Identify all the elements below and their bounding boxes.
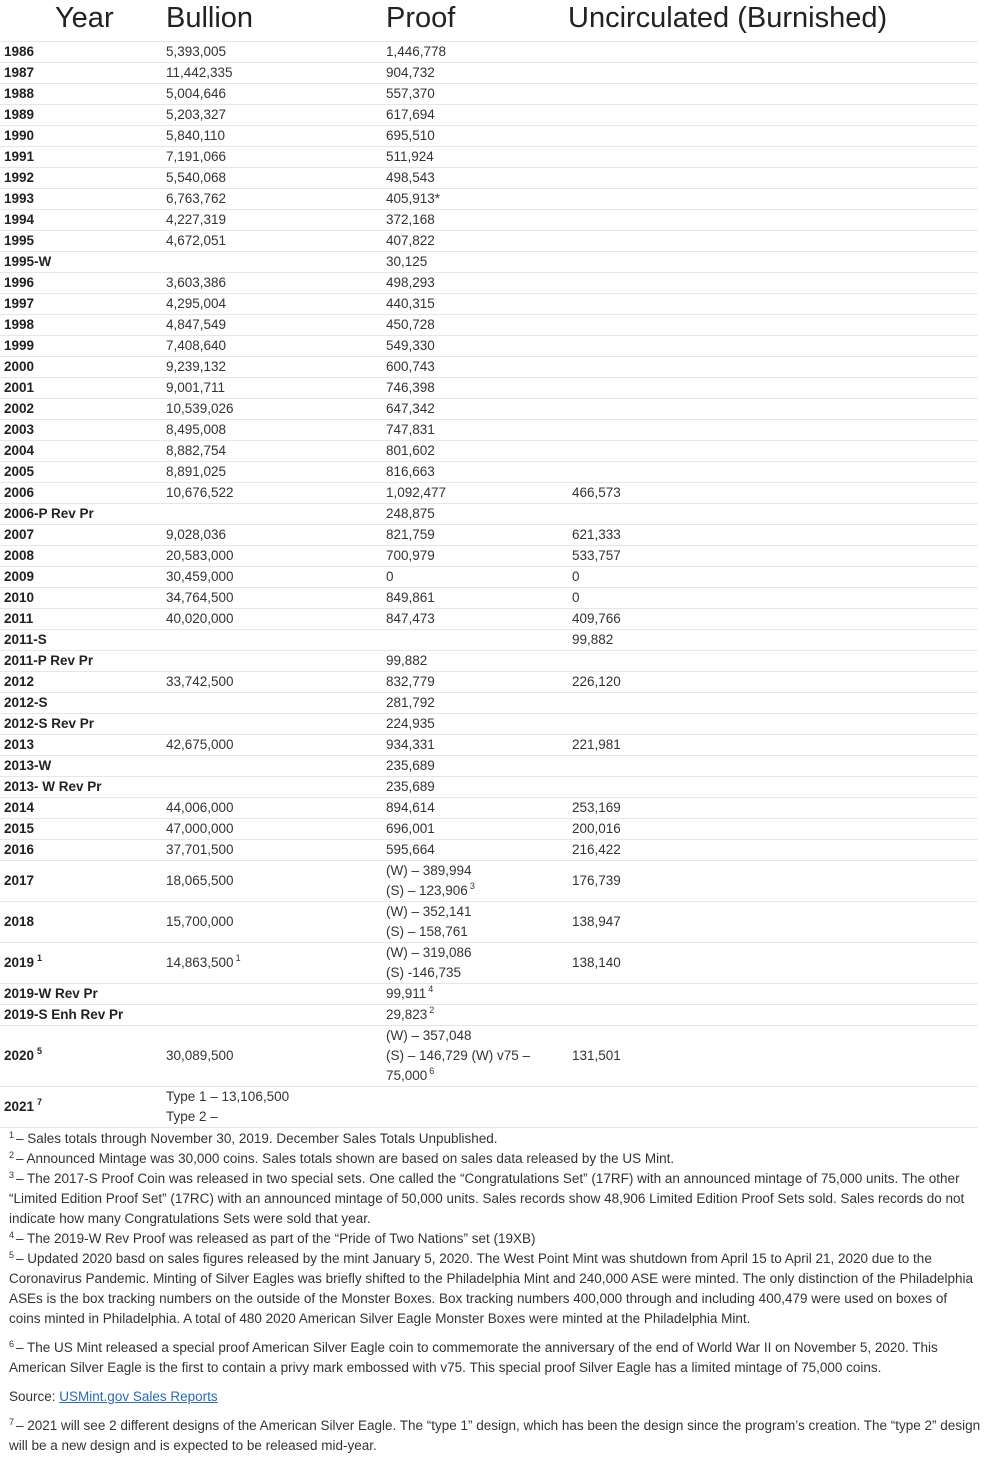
uncirculated-cell [568,41,978,62]
uncirculated-cell: 221,981 [568,734,978,755]
bullion-cell: 5,004,646 [166,83,386,104]
proof-cell: 904,732 [386,62,568,83]
table-header-row [0,0,978,41]
uncirculated-cell: 138,140 [568,942,978,983]
table-row [0,692,978,713]
table-row [0,608,978,629]
table-row [0,839,978,860]
proof-v75: 75,000 $^6$ [386,1066,435,1083]
bullion-cell [166,713,386,734]
uncirculated-cell: 200,016 [568,818,978,839]
uncirculated-cell [568,1086,978,1127]
table-row [0,398,978,419]
uncirculated-cell [568,125,978,146]
footnote-5: $^5$ – Updated 2020 basd on sales figures released by the mint January 5, 2020. The West Point Mint was shutdown from April 15 to April 21, 2020 due to the Coronavirus Pandemic. Minting of Silver Eagles was briefly shifted to the Philadelphia Mint and 240,000 ASE were minted. The only distinction of the Philadelphia ASEs is the box tracking numbers on the outside of the Monster Boxes. Box tracking numbers 400,000 through and including 400,479 were used on boxes of coins minted in Philadelphia. A total of 480 2020 American Silver Eagle Monster Boxes were minted at the Philadelphia Mint. [9,1249,974,1326]
year-cell: 2012-S [0,692,166,713]
year-cell: 2011-P Rev Pr [0,650,166,671]
table-row [0,671,978,692]
uncirculated-cell [568,335,978,356]
uncirculated-cell [568,167,978,188]
bullion-cell: 9,001,711 [166,377,386,398]
year-cell: 2013- W Rev Pr [0,776,166,797]
year-cell: 2019-W Rev Pr [0,983,166,1004]
uncirculated-cell [568,692,978,713]
proof-cell: 405,913* [386,188,568,209]
footnote-ref: 2 [429,1005,435,1015]
bullion-cell: 40,020,000 [166,608,386,629]
year-cell: 1997 [0,293,166,314]
uncirculated-cell: 216,422 [568,839,978,860]
uncirculated-cell: 409,766 [568,608,978,629]
bullion-cell: 20,583,000 [166,545,386,566]
uncirculated-cell [568,440,978,461]
year-cell: 2016 [0,839,166,860]
proof-w: (W) – 352,141 [386,903,472,919]
uncirculated-cell [568,251,978,272]
proof-cell: 235,689 [386,776,568,797]
uncirculated-cell [568,83,978,104]
bullion-cell: 8,891,025 [166,461,386,482]
uncirculated-cell: 138,947 [568,901,978,942]
year-cell: 1989 [0,104,166,125]
footnote-1: $^1$ – Sales totals through November 30, 2019. December Sales Totals Unpublished. [9,1129,498,1146]
year-cell: 2015 [0,818,166,839]
year-cell: 1992 [0,167,166,188]
bullion-cell: 30,089,500 [166,1025,386,1086]
year-cell: 2014 [0,797,166,818]
year-cell: 2001 [0,377,166,398]
proof-cell: 747,831 [386,419,568,440]
footnote-ref: 5 [37,1046,43,1056]
bullion-cell [166,503,386,524]
table-row-2018 [0,901,978,942]
year-cell: 1999 [0,335,166,356]
table-row [0,146,978,167]
year-cell: 2012 [0,671,166,692]
bullion-cell [166,629,386,650]
uncirculated-cell: 253,169 [568,797,978,818]
table-row [0,797,978,818]
table-row [0,734,978,755]
bullion-cell: 9,028,036 [166,524,386,545]
bullion-cell [166,692,386,713]
proof-cell: 248,875 [386,503,568,524]
bullion-cell: 5,203,327 [166,104,386,125]
year-cell: 2020 $^5$ [0,1025,166,1086]
table-body [0,41,978,1127]
bullion-cell [166,1086,386,1127]
bullion-cell: 34,764,500 [166,587,386,608]
year-cell: 2006 [0,482,166,503]
proof-w: (W) – 319,086 [386,944,472,960]
footnote-2: $^2$ – Announced Mintage was 30,000 coins. Sales totals shown are based on sales data released by the US Mint. [9,1149,675,1166]
footnote-ref: 3 [469,881,475,891]
table-row [0,83,978,104]
bullion-cell: 5,393,005 [166,41,386,62]
bullion-cell [166,650,386,671]
year-cell: 2017 [0,860,166,901]
proof-cell [386,901,568,942]
uncirculated-cell [568,713,978,734]
proof-cell: 440,315 [386,293,568,314]
year-cell: 2003 [0,419,166,440]
bullion-cell: 18,065,500 [166,860,386,901]
bullion-cell: 15,700,000 [166,901,386,942]
proof-cell: 1,446,778 [386,41,568,62]
year-cell: 2013 [0,734,166,755]
source-line: Source: USMint.gov Sales Reports [9,1389,218,1404]
table-row [0,356,978,377]
proof-cell: 595,664 [386,839,568,860]
table-row [0,419,978,440]
bullion-cell [166,755,386,776]
bullion-cell [166,776,386,797]
proof-cell: 372,168 [386,209,568,230]
uncirculated-cell [568,461,978,482]
proof-s: (S) – 158,761 [386,923,468,939]
proof-cell: 498,293 [386,272,568,293]
uncirculated-cell: 99,882 [568,629,978,650]
year-cell: 2013-W [0,755,166,776]
table-row [0,461,978,482]
footnote-ref: 6 [429,1066,435,1076]
table-row [0,230,978,251]
table-row [0,524,978,545]
uncirculated-cell: 0 [568,566,978,587]
table-row [0,587,978,608]
table-row [0,293,978,314]
proof-cell: 894,614 [386,797,568,818]
table-row [0,566,978,587]
proof-cell: 801,602 [386,440,568,461]
header-uncirculated: Uncirculated (Burnished) [568,0,978,41]
proof-cell: 0 [386,566,568,587]
proof-cell: 700,979 [386,545,568,566]
proof-cell: 600,743 [386,356,568,377]
bullion-cell: 30,459,000 [166,566,386,587]
year-cell: 2004 [0,440,166,461]
footnote-ref: 1 [235,953,241,963]
proof-cell: 849,861 [386,587,568,608]
bullion-cell: 44,006,000 [166,797,386,818]
table-row [0,188,978,209]
proof-cell: 832,779 [386,671,568,692]
proof-cell: 511,924 [386,146,568,167]
year-cell: 1987 [0,62,166,83]
proof-cell: 99,882 [386,650,568,671]
table-row [0,335,978,356]
year-cell: 2002 [0,398,166,419]
year-cell: 1998 [0,314,166,335]
table-row [0,272,978,293]
bullion-type2: Type 2 – [166,1108,218,1124]
uncirculated-cell [568,776,978,797]
proof-cell: 934,331 [386,734,568,755]
bullion-cell: 9,239,132 [166,356,386,377]
table-row [0,545,978,566]
table-row [0,251,978,272]
footnote-3: $^3$ – The 2017-S Proof Coin was released in two special sets. One called the “Congratulations Set” (17RF) with an announced mintage of 75,000 units. The other “Limited Edition Proof Set” (17RC) with an announced mintage of 50,000 units. Sales records show 48,906 Limited Edition Proof Sets sold. Sales records do not indicate how many Congratulations Sets were sold that year. [9,1169,965,1226]
uncirculated-cell [568,755,978,776]
table-row [0,104,978,125]
proof-cell: 821,759 [386,524,568,545]
uncirculated-cell [568,209,978,230]
year-cell: 2021 $^7$ [0,1086,166,1127]
bullion-cell: 8,882,754 [166,440,386,461]
table-row [0,755,978,776]
proof-s: (S) -146,735 [386,964,462,980]
bullion-cell: 4,847,549 [166,314,386,335]
year-cell: 1988 [0,83,166,104]
year-cell: 2011-S [0,629,166,650]
table-row [0,818,978,839]
uncirculated-cell: 533,757 [568,545,978,566]
proof-cell: 498,543 [386,167,568,188]
uncirculated-cell [568,272,978,293]
table-row [0,314,978,335]
uncirculated-cell [568,62,978,83]
uncirculated-cell: 466,573 [568,482,978,503]
bullion-cell: 11,442,335 [166,62,386,83]
footnote-ref: 7 [37,1097,43,1107]
year-cell: 2012-S Rev Pr [0,713,166,734]
uncirculated-cell [568,419,978,440]
year-cell: 1995-W [0,251,166,272]
uncirculated-cell: 226,120 [568,671,978,692]
bullion-cell: 4,295,004 [166,293,386,314]
proof-cell: 746,398 [386,377,568,398]
year-cell: 1990 [0,125,166,146]
proof-s: (S) – 146,729 (W) v75 – [386,1047,531,1063]
year-cell: 2010 [0,587,166,608]
uncirculated-cell: 621,333 [568,524,978,545]
table-row-2021 [0,1086,978,1127]
table-row [0,482,978,503]
proof-cell [386,1025,568,1086]
table-row [0,503,978,524]
uncirculated-cell: 176,739 [568,860,978,901]
proof-cell: 617,694 [386,104,568,125]
bullion-cell: 47,000,000 [166,818,386,839]
footnotes [9,1129,981,1456]
bullion-cell: 42,675,000 [166,734,386,755]
proof-cell: 224,935 [386,713,568,734]
uncirculated-cell [568,398,978,419]
proof-cell: 696,001 [386,818,568,839]
proof-cell [386,629,568,650]
table-row-2017 [0,860,978,901]
header-proof: Proof [386,0,568,41]
year-cell: 2011 [0,608,166,629]
table-row [0,41,978,62]
footnote-6: $^6$ – The US Mint released a special proof American Silver Eagle coin to commemorate the anniversary of the end of World War II on November 5, 2020. This American Silver Eagle is the first to contain a privy mark embossed with v75. This special proof Silver Eagle has a limited mintage of 75,000 coins. [9,1338,938,1375]
proof-cell: 281,792 [386,692,568,713]
bullion-cell: 8,495,008 [166,419,386,440]
bullion-cell [166,1004,386,1025]
table-row [0,629,978,650]
year-cell: 2009 [0,566,166,587]
year-cell: 2008 [0,545,166,566]
bullion-cell: 4,227,319 [166,209,386,230]
bullion-cell: 10,539,026 [166,398,386,419]
proof-cell: 30,125 [386,251,568,272]
year-cell: 1996 [0,272,166,293]
table-row [0,62,978,83]
uncirculated-cell [568,314,978,335]
bullion-cell: 37,701,500 [166,839,386,860]
table-row-2019w [0,983,978,1004]
year-cell: 2018 [0,901,166,942]
footnote-ref: 1 [37,953,43,963]
table-row [0,776,978,797]
year-cell: 1995 [0,230,166,251]
uncirculated-cell [568,650,978,671]
uncirculated-cell [568,356,978,377]
year-cell: 2019-S Enh Rev Pr [0,1004,166,1025]
footnote-ref: 4 [428,984,434,994]
year-cell: 2007 [0,524,166,545]
bullion-cell: 4,672,051 [166,230,386,251]
table-row [0,650,978,671]
bullion-cell: 5,840,110 [166,125,386,146]
table-row [0,440,978,461]
proof-cell [386,1086,568,1127]
proof-w: (W) – 357,048 [386,1027,472,1043]
year-cell: 2000 [0,356,166,377]
proof-cell: 29,823 $^2$ [386,1004,568,1025]
year-cell: 2006-P Rev Pr [0,503,166,524]
uncirculated-cell [568,146,978,167]
proof-cell: 1,092,477 [386,482,568,503]
proof-cell: 407,822 [386,230,568,251]
bullion-cell [166,251,386,272]
uncirculated-cell [568,503,978,524]
proof-cell [386,860,568,901]
footnote-4: $^4$ – The 2019-W Rev Proof was released as part of the “Pride of Two Nations” set (19XB) [9,1229,536,1246]
year-cell: 1994 [0,209,166,230]
proof-cell: 816,663 [386,461,568,482]
table-row-2019 [0,942,978,983]
year-cell: 1993 [0,188,166,209]
bullion-cell [166,983,386,1004]
table-row [0,209,978,230]
table-row [0,377,978,398]
uncirculated-cell [568,983,978,1004]
table-row [0,713,978,734]
table-row [0,125,978,146]
source-link[interactable]: USMint.gov Sales Reports [59,1389,218,1404]
table-row-2019s [0,1004,978,1025]
bullion-cell: 7,408,640 [166,335,386,356]
uncirculated-cell [568,188,978,209]
uncirculated-cell [568,1004,978,1025]
bullion-cell: 3,603,386 [166,272,386,293]
uncirculated-cell [568,293,978,314]
year-cell: 2019 $^1$ [0,942,166,983]
proof-s: (S) – 123,906 $^3$ [386,881,475,898]
proof-cell: 557,370 [386,83,568,104]
footnote-7: $^7$ – 2021 will see 2 different designs of the American Silver Eagle. The “type 1” design, which has been the design since the program’s creation. The “type 2” design will be a new design and is expected to be released mid-year. [9,1416,981,1453]
proof-cell: 235,689 [386,755,568,776]
proof-cell: 695,510 [386,125,568,146]
proof-cell: 847,473 [386,608,568,629]
uncirculated-cell [568,230,978,251]
uncirculated-cell [568,104,978,125]
bullion-cell: 7,191,066 [166,146,386,167]
proof-cell: 549,330 [386,335,568,356]
uncirculated-cell: 0 [568,587,978,608]
header-bullion: Bullion [166,0,386,41]
header-year: Year [0,0,166,41]
bullion-cell: 10,676,522 [166,482,386,503]
bullion-cell: 6,763,762 [166,188,386,209]
year-cell: 2005 [0,461,166,482]
bullion-cell: 5,540,068 [166,167,386,188]
bullion-cell: 33,742,500 [166,671,386,692]
proof-cell: 450,728 [386,314,568,335]
proof-cell: 647,342 [386,398,568,419]
bullion-cell: 14,863,500 $^1$ [166,942,386,983]
year-cell: 1991 [0,146,166,167]
table-row-2020 [0,1025,978,1086]
uncirculated-cell: 131,501 [568,1025,978,1086]
proof-cell: 99,911 $^4$ [386,983,568,1004]
proof-cell [386,942,568,983]
uncirculated-cell [568,377,978,398]
year-cell: 1986 [0,41,166,62]
proof-w: (W) – 389,994 [386,862,472,878]
bullion-type1: Type 1 – 13,106,500 [166,1088,290,1104]
table-row [0,167,978,188]
